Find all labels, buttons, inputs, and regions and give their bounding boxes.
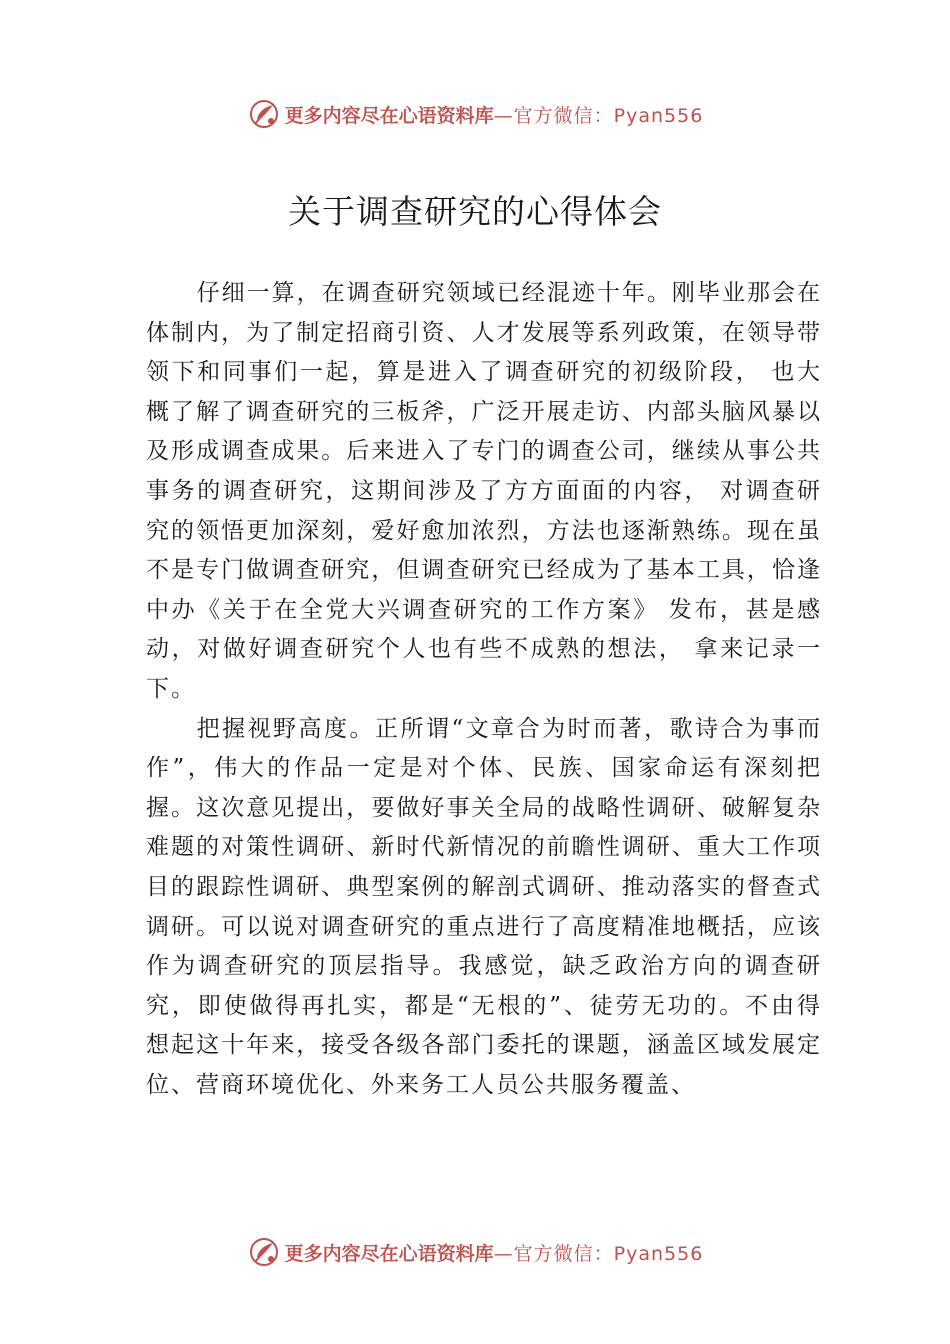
pen-heart-logo-icon [247,97,281,131]
banner-brand-text: 更多内容尽在心语资料库 [284,1242,494,1265]
article-body [146,274,822,1105]
paragraph: 把握视野高度。正所谓“文章合为时而著，歌诗合为事而作”，伟大的作品一定是对个体、民族、国家命运有深刻把握。这次意见提出，要做好事关全局的战略性调研、破解复杂难题的对策性调研、新时代新情况的前瞻性调研、重大工作项目的跟踪性调研、典型案例的解剖式调研、推动落实的督查式调研。可以说对调查研究的重点进行了高度精准地概括，应该作为调查研究的顶层指导。我感觉，缺乏政治方向的调查研究，即使做得再扎实，都是“无根的”、徒劳无功的。不由得想起这十年来，接受各级各部门委托的课题，涵盖区域发展定位、营商环境优化、外来务工人员公共服务覆盖、 [146,715,822,1098]
footer-banner [0,1232,950,1272]
pen-heart-logo-icon [247,1235,281,1269]
banner-contact-text: —官方微信：Pyan556 [493,1242,704,1265]
banner-contact-text: —官方微信：Pyan556 [493,104,704,127]
banner-brand-text: 更多内容尽在心语资料库 [284,104,494,127]
paragraph: 仔细一算，在调查研究领域已经混迹十年。刚毕业那会在体制内，为了制定招商引资、人才发展等系列政策，在领导带领下和同事们一起，算是进入了调查研究的初级阶段， 也大概了解了调查研究的三板斧，广泛开展走访、内部头脑风暴以及形成调查成果。后来进入了专门的调查公司，继续从事公共事务的调查研究，这期间涉及了方方面面的内容， 对调查研究的领悟更加深刻，爱好愈加浓烈，方法也逐渐熟练。现在虽不是专门做调查研究，但调查研究已经成为了基本工具，恰逢中办《关于在全党大兴调查研究的工作方案》 发布，甚是感动，对做好调查研究个人也有些不成熟的想法， 拿来记录一下。 [146,280,822,702]
document-title: 关于调查研究的心得体会 [288,192,662,231]
header-banner [0,94,950,134]
